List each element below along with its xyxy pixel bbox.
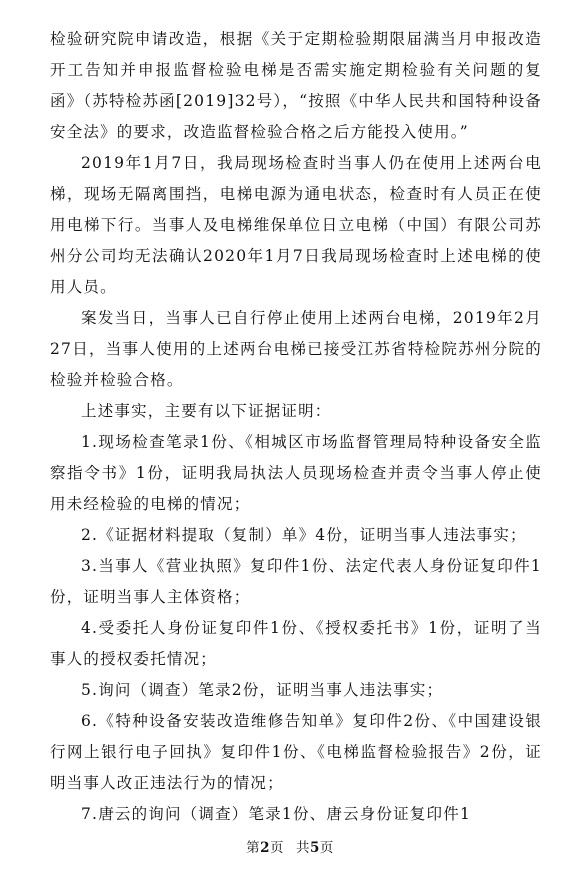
total-prefix: 共 [296, 840, 310, 856]
paragraph-evidence-intro: 上述事实，主要有以下证据证明： [81, 402, 332, 420]
paragraph-continuation: 检验研究院申请改造，根据《关于定期检验期限届满当月申报改造开工告知并申报监督检验电梯是否需实施定期检验有关问题的复函》（苏特检苏函[2019]32号），“按照《中华人民共和国特种设备安全法》的要求，改造监督检验合格之后方能投入使用。” [50, 30, 542, 141]
page-prefix: 第 [246, 840, 261, 856]
evidence-item-2: 2.《证据材料提取（复制）单》4份，证明当事人违法事实； [81, 526, 527, 544]
page-footer [0, 836, 580, 856]
evidence-item-3: 3.当事人《营业执照》复印件1份、法定代表人身份证复印件1份，证明当事人主体资格； [50, 557, 542, 606]
document-body [50, 24, 542, 830]
page-suffix: 页 [270, 840, 284, 856]
total-suffix: 页 [319, 840, 334, 856]
page-total-number: 5 [310, 840, 320, 856]
evidence-item-7: 7.唐云的询问（调查）笔录1份、唐云身份证复印件1 [81, 805, 472, 823]
evidence-item-6: 6.《特种设备安装改造维修告知单》复印件2份、《中国建设银行网上银行电子回执》复印件1份、《电梯监督检验报告》2份，证明当事人改正违法行为的情况； [50, 712, 542, 792]
evidence-item-4: 4.受委托人身份证复印件1份、《授权委托书》1份，证明了当事人的授权委托情况； [50, 619, 542, 668]
paragraph-inspection-date: 2019年1月7日，我局现场检查时当事人仍在使用上述两台电梯，现场无隔离围挡，电梯电源为通电状态，检查时有人员正在使用电梯下行。当事人及电梯维保单位日立电梯（中国）有限公司苏州分公司均无法确认2020年1月7日我局现场检查时上述电梯的使用人员。 [50, 154, 542, 296]
evidence-item-5: 5.询问（调查）笔录2份，证明当事人违法事实； [81, 681, 444, 699]
evidence-item-1: 1.现场检查笔录1份、《相城区市场监督管理局特种设备安全监察指令书》1份，证明我局执法人员现场检查并责令当事人停止使用未经检验的电梯的情况； [50, 433, 542, 513]
paragraph-incident-day: 案发当日，当事人已自行停止使用上述两台电梯，2019年2月27日，当事人使用的上述两台电梯已接受江苏省特检院苏州分院的检验并检验合格。 [50, 309, 542, 389]
page-current-number: 2 [260, 840, 270, 856]
